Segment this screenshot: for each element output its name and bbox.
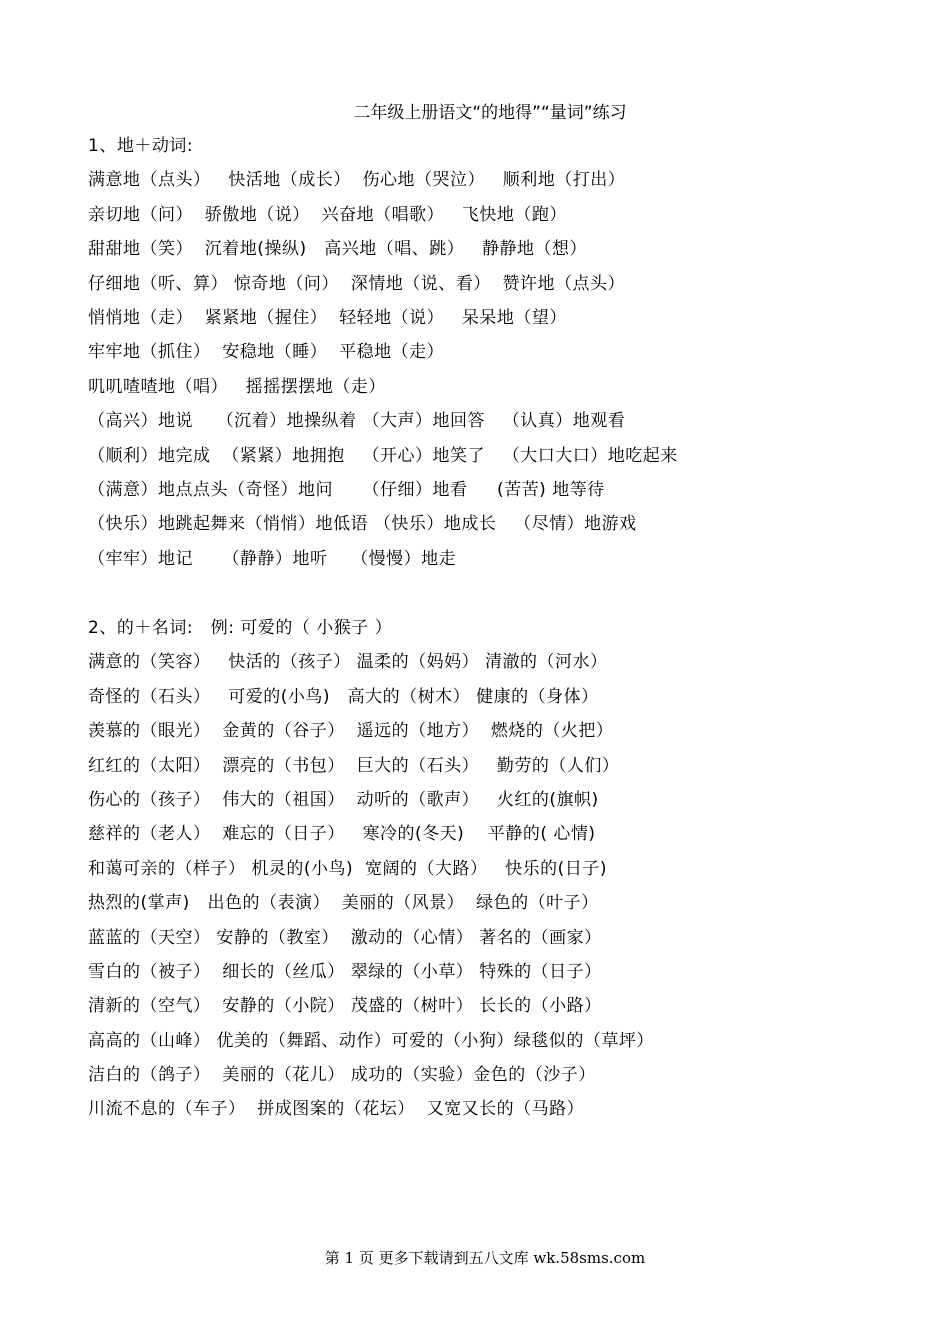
text-line: 叽叽喳喳地（唱） 摇摇摆摆地（走） [88,376,386,397]
text-line: 仔细地（听、算） 惊奇地（问） 深情地（说、看） 赞许地（点头） [88,273,626,294]
text-line: 蓝蓝的（天空） 安静的（教室） 激动的（心情） 著名的（画家） [88,927,602,948]
text-line: 高高的（山峰） 优美的（舞蹈、动作）可爱的（小狗）绿毯似的（草坪） [88,1030,654,1051]
section-1 [88,129,678,576]
page-title: 二年级上册语文“的地得”“量词”练习 [353,103,627,123]
text-line: （快乐）地跳起舞来（悄悄）地低语 （快乐）地成长 （尽情）地游戏 [88,514,637,535]
text-line: 奇怪的（石头） 可爱的(小鸟) 高大的（树木） 健康的（身体） [88,686,599,707]
text-line: 牢牢地（抓住） 安稳地（睡） 平稳地（走） [88,342,445,363]
text-line: 甜甜地（笑） 沉着地(操纵) 高兴地（唱、跳） 静静地（想） [88,239,587,260]
text-line: （高兴）地说 （沉着）地操纵着 （大声）地回答 （认真）地观看 [88,411,626,432]
text-line: 悄悄地（走） 紧紧地（握住） 轻轻地（说） 呆呆地（望） [88,307,567,328]
text-line: 热烈的(掌声) 出色的（表演） 美丽的（风景） 绿色的（叶子） [88,893,599,914]
section-2 [88,611,654,1127]
text-line: 满意地（点头） 快活地（成长） 伤心地（哭泣） 顺利地（打出） [88,170,626,191]
text-line: 慈祥的（老人） 难忘的（日子） 寒冷的(冬天) 平静的( 心情) [88,824,596,845]
text-line: 红红的（太阳） 漂亮的（书包） 巨大的（石头） 勤劳的（人们） [88,755,620,776]
section-2-heading: 2、的＋名词: 例: 可爱的（ 小猴子 ） [88,618,393,638]
text-line: （顺利）地完成 （紧紧）地拥抱 （开心）地笑了 （大口大口）地吃起来 [88,445,678,466]
text-line: 川流不息的（车子） 拼成图案的（花坛） 又宽又长的（马路） [88,1099,585,1120]
text-line: 羡慕的（眼光） 金黄的（谷子） 遥远的（地方） 燃烧的（火把） [88,721,614,742]
text-line: 雪白的（被子） 细长的（丝瓜） 翠绿的（小草） 特殊的（日子） [88,961,602,982]
page-footer: 第 1 页 更多下载请到五八文库 wk.58sms.com [324,1249,646,1267]
text-line: 清新的（空气） 安静的（小院） 茂盛的（树叶） 长长的（小路） [88,996,602,1017]
text-line: 和蔼可亲的（样子） 机灵的(小鸟) 宽阔的（大路） 快乐的(日子) [88,858,607,879]
text-line: 伤心的（孩子） 伟大的（祖国） 动听的（歌声） 火红的(旗帜) [88,789,599,810]
text-line: 满意的（笑容） 快活的（孩子） 温柔的（妈妈） 清澈的（河水） [88,652,608,673]
text-line: （牢牢）地记 （静静）地听 （慢慢）地走 [88,548,457,569]
section-1-heading: 1、地＋动词: [88,136,194,156]
text-line: 洁白的（鸽子） 美丽的（花儿） 成功的（实验）金色的（沙子） [88,1065,596,1086]
text-line: 亲切地（问） 骄傲地（说） 兴奋地（唱歌） 飞快地（跑） [88,204,567,225]
text-line: （满意）地点点头（奇怪）地问 （仔细）地看 (苦苦) 地等待 [88,479,605,500]
